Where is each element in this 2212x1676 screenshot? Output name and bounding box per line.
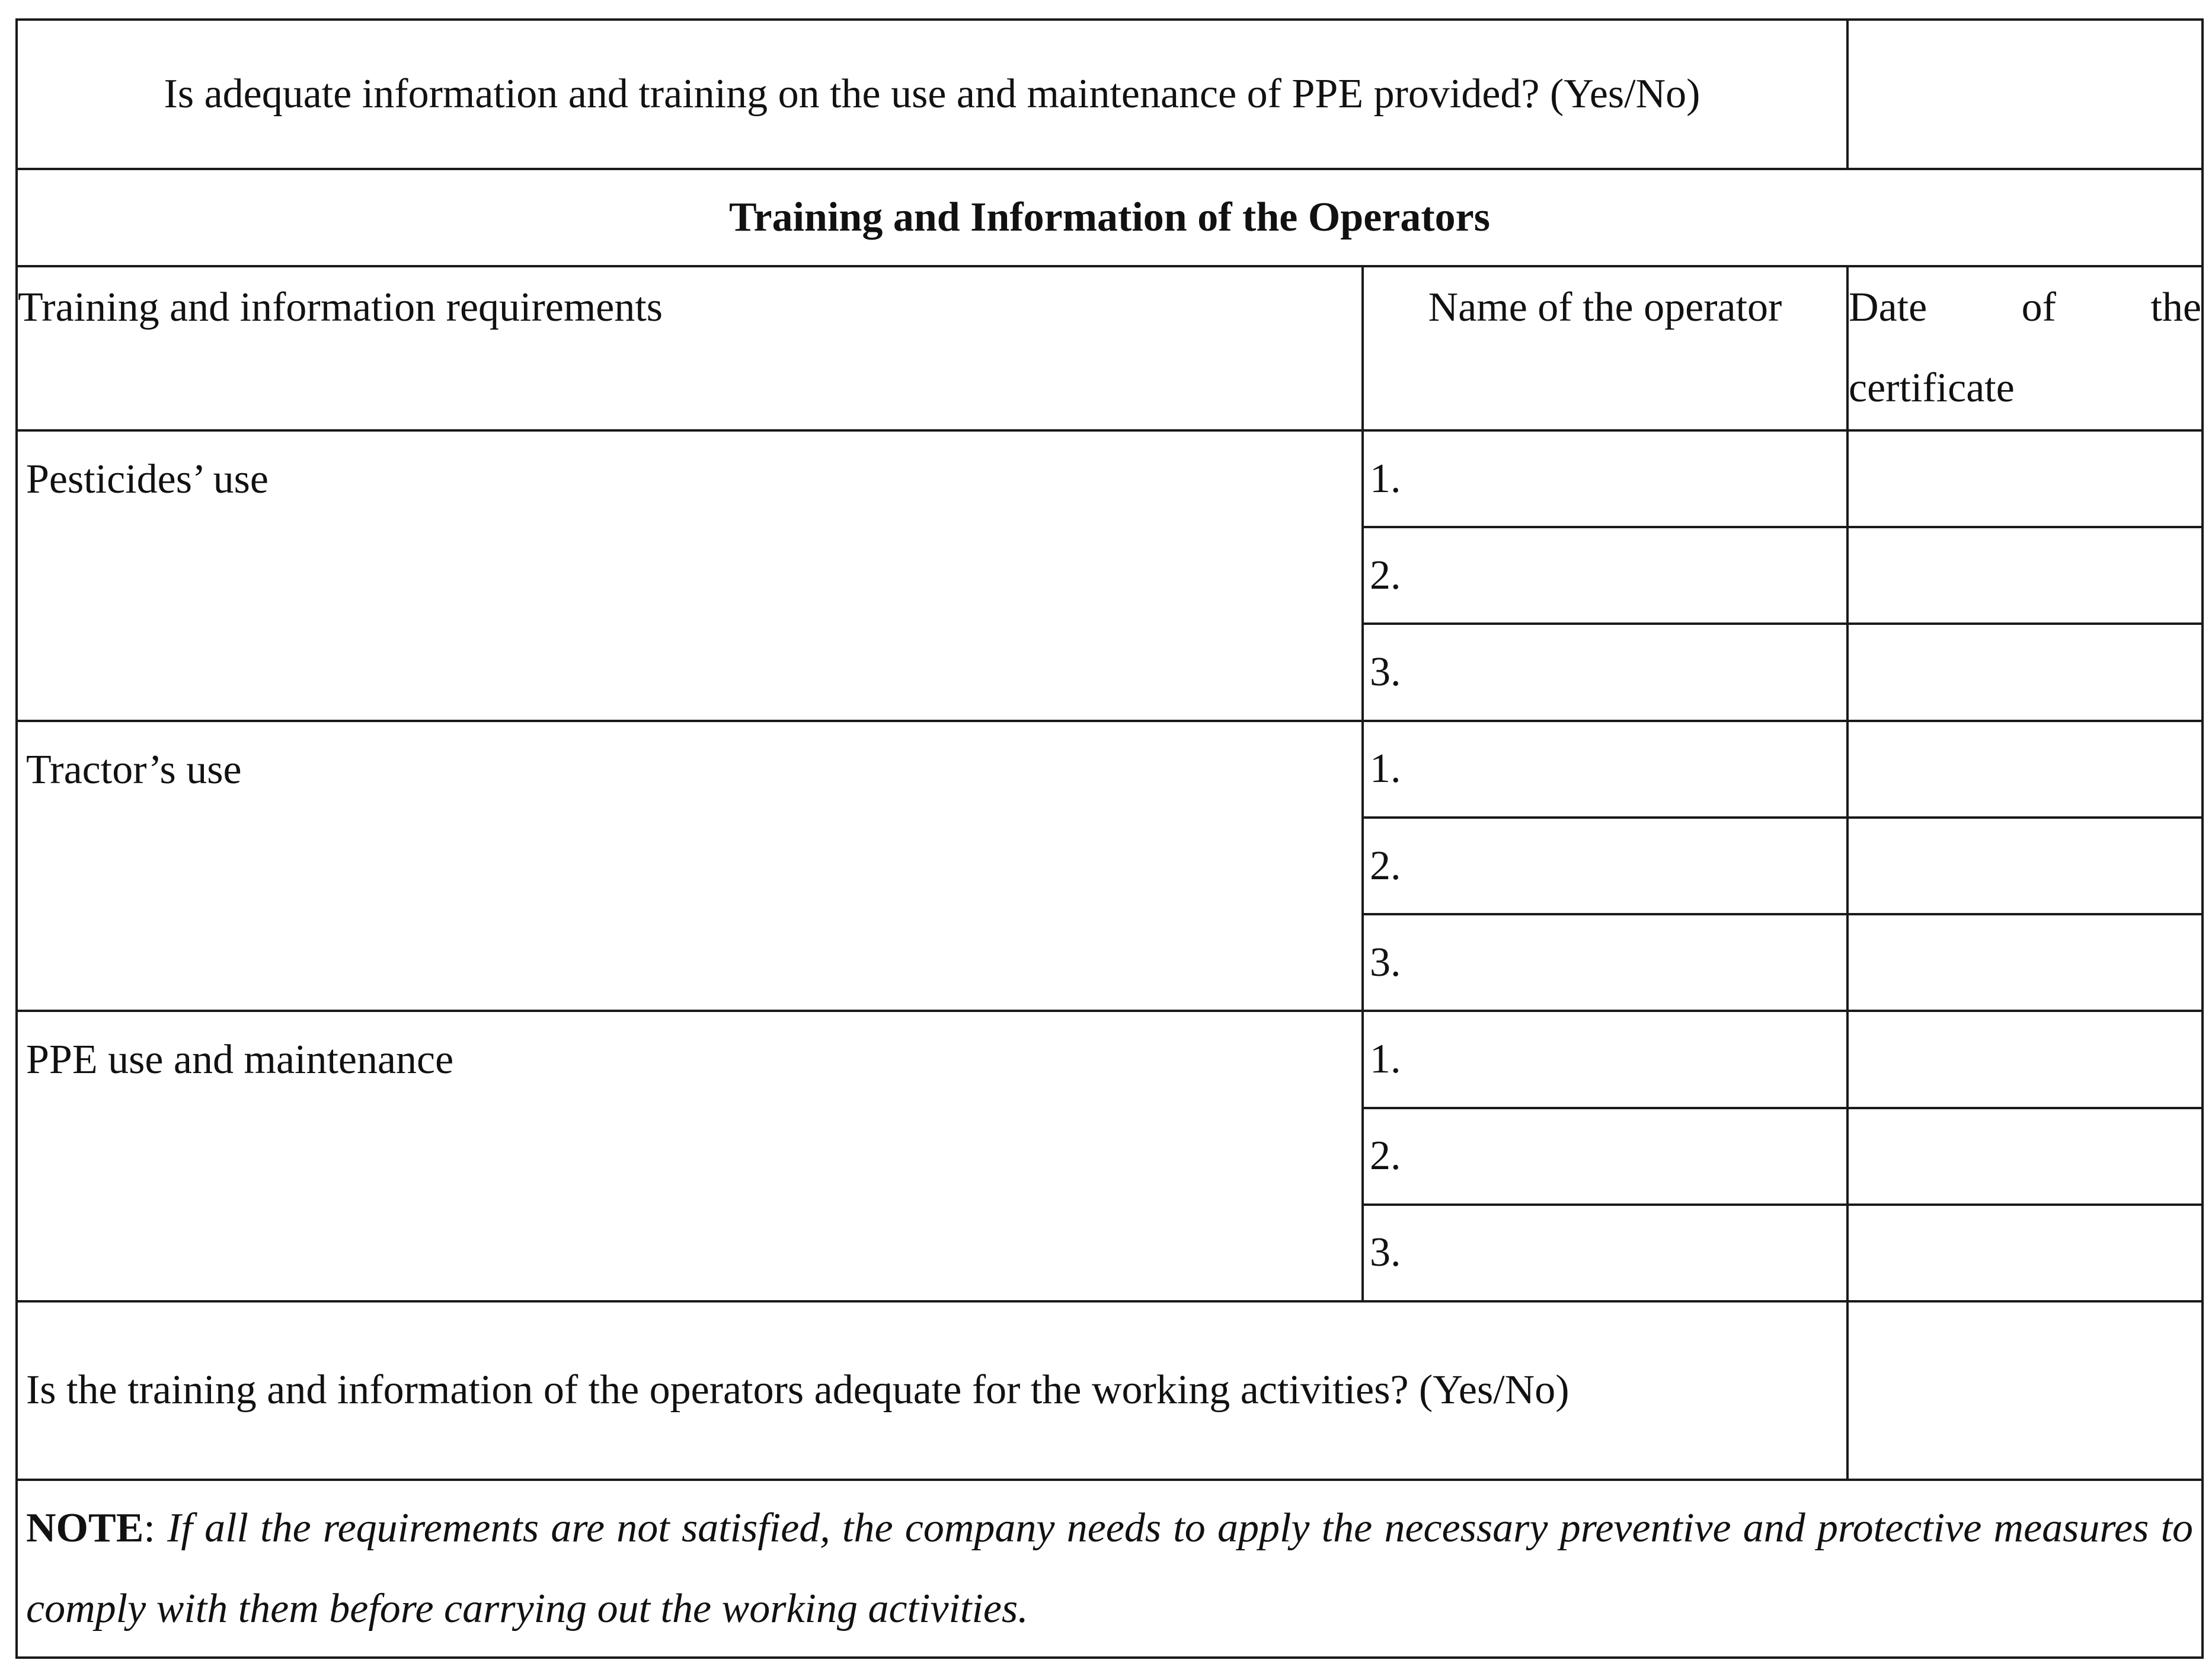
- ppe-training-question: Is adequate information and training on the use and maintenance of PPE provided? (Yes/No): [17, 20, 1847, 169]
- certificate-date-cell[interactable]: [1847, 721, 2203, 818]
- certificate-date-cell[interactable]: [1847, 624, 2203, 720]
- column-header-row: [17, 266, 2203, 430]
- certificate-date-cell[interactable]: [1847, 1011, 2203, 1107]
- certificate-date-cell[interactable]: [1847, 527, 2203, 624]
- note-label: NOTE: [26, 1505, 144, 1551]
- certificate-date-cell[interactable]: [1847, 430, 2203, 527]
- column-header-operator-name: Name of the operator: [1363, 266, 1847, 430]
- certificate-date-cell[interactable]: [1847, 818, 2203, 914]
- table-row: [17, 430, 2203, 527]
- column-header-certificate-date: [1847, 266, 2203, 430]
- certificate-date-cell[interactable]: [1847, 914, 2203, 1011]
- certificate-date-cell[interactable]: [1847, 1108, 2203, 1205]
- certificate-date-line2: certificate: [1849, 365, 2015, 411]
- operator-number: 2.: [1363, 1108, 1847, 1205]
- operator-number: 1.: [1363, 1011, 1847, 1107]
- note-separator: :: [143, 1505, 168, 1551]
- table-row: [17, 721, 2203, 818]
- section-title: Training and Information of the Operators: [17, 169, 2203, 266]
- section-title-row: [17, 169, 2203, 266]
- adequacy-answer-cell[interactable]: [1847, 1301, 2203, 1479]
- certificate-date-line1: Date of the: [1849, 284, 2202, 330]
- operator-number: 1.: [1363, 430, 1847, 527]
- adequacy-row: [17, 1301, 2203, 1479]
- column-header-requirements: Training and information requirements: [17, 266, 1363, 430]
- operator-number: 1.: [1363, 721, 1847, 818]
- training-checklist-table: [15, 18, 2204, 1659]
- operator-number: 2.: [1363, 818, 1847, 914]
- adequacy-question: Is the training and information of the operators adequate for the working activities? (Yes/No): [17, 1301, 1847, 1479]
- operator-number: 3.: [1363, 914, 1847, 1011]
- certificate-date-cell[interactable]: [1847, 1205, 2203, 1301]
- note-cell: [17, 1480, 2203, 1658]
- category-ppe-use-maintenance: PPE use and maintenance: [17, 1011, 1363, 1301]
- table-row: [17, 1011, 2203, 1107]
- category-pesticides-use: Pesticides’ use: [17, 430, 1363, 721]
- operator-number: 3.: [1363, 1205, 1847, 1301]
- ppe-training-row: [17, 20, 2203, 169]
- ppe-training-answer-cell[interactable]: [1847, 20, 2203, 169]
- operator-number: 2.: [1363, 527, 1847, 624]
- note-text: If all the requirements are not satisfied, the company needs to apply the necessary preventive and protective measures to comply with them before carrying out the working activities.: [26, 1505, 2194, 1632]
- category-tractors-use: Tractor’s use: [17, 721, 1363, 1011]
- note-row: [17, 1480, 2203, 1658]
- operator-number: 3.: [1363, 624, 1847, 720]
